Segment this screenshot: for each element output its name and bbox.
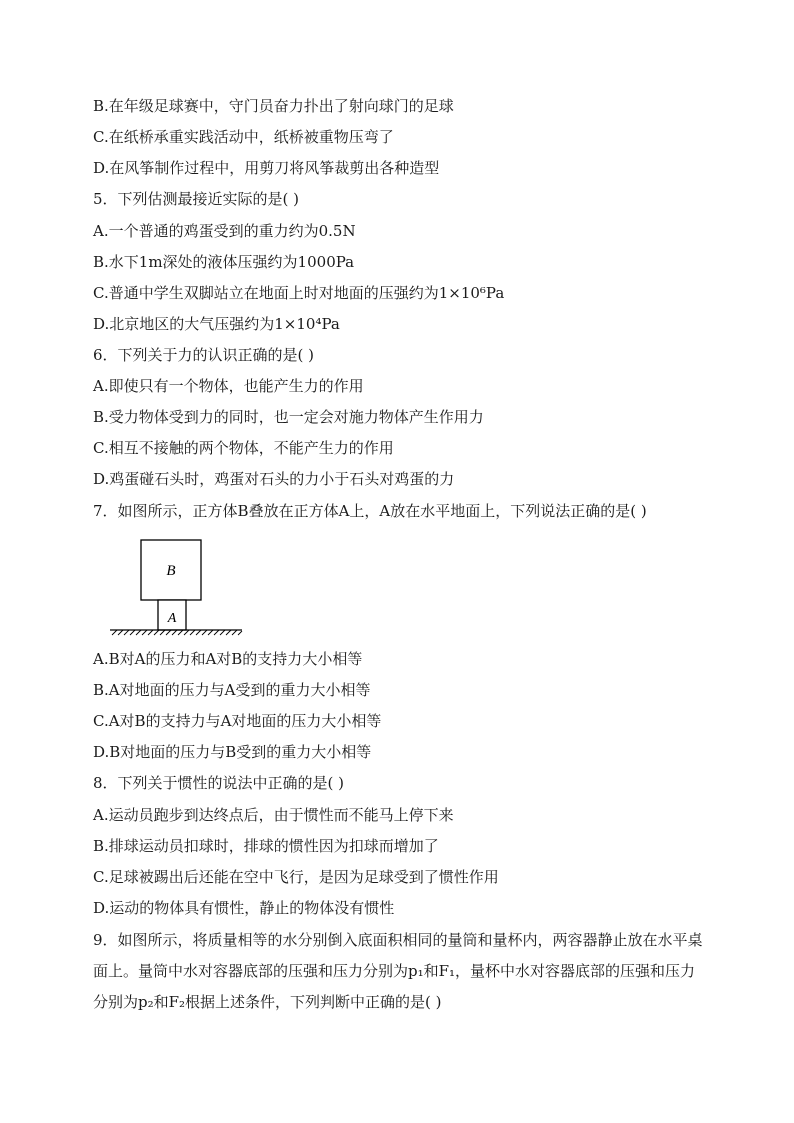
option-text: A.即使只有一个物体，也能产生力的作用 <box>93 377 364 395</box>
option-text: D.在风筝制作过程中，用剪刀将风筝裁剪出各种造型 <box>93 159 440 177</box>
question-5-stem: 5．下列估测最接近实际的是( ) <box>93 190 300 208</box>
question-8-stem: 8．下列关于惯性的说法中正确的是( ) <box>93 774 345 792</box>
option-text: A.运动员跑步到达终点后，由于惯性而不能马上停下来 <box>93 806 454 824</box>
option-text: B.排球运动员扣球时，排球的惯性因为扣球而增加了 <box>93 837 439 855</box>
question-6-stem: 6．下列关于力的认识正确的是( ) <box>93 346 315 364</box>
question-9-stem: 9．如图所示，将质量相等的水分别倒入底面积相同的量筒和量杯内，两容器静止放在水平桌面上。量筒中水对容器底部的压强和压力分别为p₁和F₁，量杯中水对容器底部的压强和压力分别为p₂和F₂根据上述条件，下列判断中正确的是( ) <box>93 931 703 1011</box>
option-text: B.A对地面的压力与A受到的重力大小相等 <box>93 681 371 699</box>
option-text: C.足球被踢出后还能在空中飞行，是因为足球受到了惯性作用 <box>93 868 499 886</box>
option-text: B.在年级足球赛中，守门员奋力扑出了射向球门的足球 <box>93 97 454 115</box>
block-b-label: B <box>166 563 176 579</box>
ground-hatching <box>112 630 242 635</box>
option-text: D.运动的物体具有惯性，静止的物体没有惯性 <box>93 899 395 917</box>
option-text: B.水下1m深处的液体压强约为1000Pa <box>93 253 355 271</box>
option-text: D.北京地区的大气压强约为1×10⁴Pa <box>93 315 340 333</box>
option-text: B.受力物体受到力的同时，也一定会对施力物体产生作用力 <box>93 408 484 426</box>
stacked-blocks-figure <box>100 530 250 640</box>
option-text: C.相互不接触的两个物体，不能产生力的作用 <box>93 439 394 457</box>
option-text: D.B对地面的压力与B受到的重力大小相等 <box>93 743 372 761</box>
option-text: C.在纸桥承重实践活动中，纸桥被重物压弯了 <box>93 128 394 146</box>
option-text: C.A对B的支持力与A对地面的压力大小相等 <box>93 712 382 730</box>
option-text: C.普通中学生双脚站立在地面上时对地面的压强约为1×10⁶Pa <box>93 284 505 302</box>
option-text: A.一个普通的鸡蛋受到的重力约为0.5N <box>93 222 356 240</box>
block-a-label: A <box>167 611 177 626</box>
question-7-stem: 7．如图所示，正方体B叠放在正方体A上，A放在水平地面上，下列说法正确的是( ) <box>93 502 647 520</box>
option-text: D.鸡蛋碰石头时，鸡蛋对石头的力小于石头对鸡蛋的力 <box>93 470 455 488</box>
option-text: A.B对A的压力和A对B的支持力大小相等 <box>93 650 363 668</box>
